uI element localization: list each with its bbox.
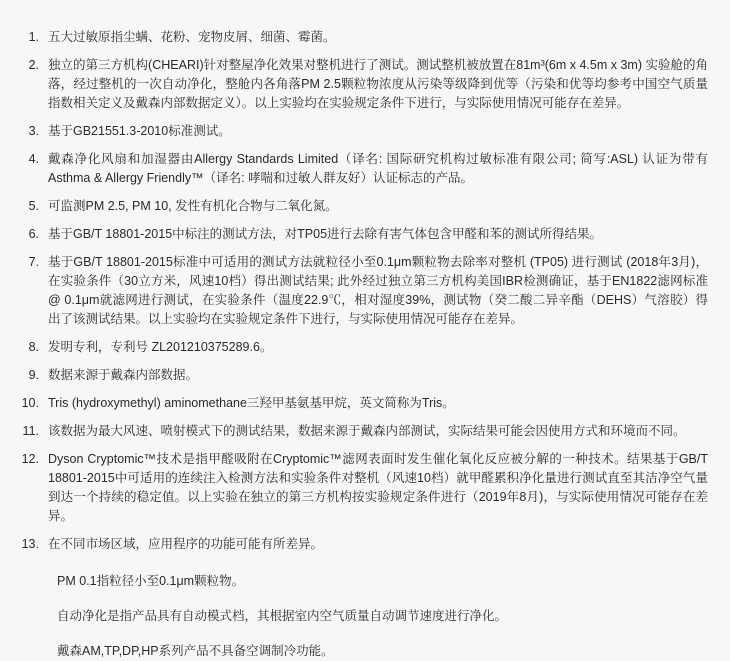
footnote-number: 13. [21,537,39,551]
footnote-number: 2. [28,58,39,72]
footnote-text: 五大过敏原指尘螨、花粉、宠物皮屑、细菌、霉菌。 [48,30,336,44]
footnote-text: 在不同市场区域，应用程序的功能可能有所差异。 [48,537,324,551]
list-item [14,338,708,357]
list-item [14,394,708,413]
list-item [14,450,708,526]
footnote-text: 基于GB21551.3-2010标准测试。 [48,124,231,138]
list-item [14,422,708,441]
footnote-list [14,28,708,554]
footnote-text: 戴森净化风扇和加湿器由Allergy Standards Limited（译名: 国际研究机构过敏标准有限公司; 简写:ASL) 认证为带有Asthma & Allergy Friendly™（译名: 哮喘和过敏人群友好）认证标志的产品。 [48,152,708,185]
tail-note-series: 戴森AM,TP,DP,HP系列产品不具备空调制冷功能。 [57,644,334,658]
tail-notes [14,572,708,661]
footnote-text: 可监测PM 2.5, PM 10, 发性有机化合物与二氧化氮。 [48,199,338,213]
footnote-number: 7. [28,255,39,269]
footnote-text: 基于GB/T 18801-2015标准中可适用的测试方法就粒径小至0.1μm颗粒物去除率对整机 (TP05) 进行测试 (2018年3月)，在实验条件（30立方米，风速10档）得出测试结果; 此外经过独立第三方机构美国IBR检测确证，基于EN1822滤网标准@ 0.1μm就滤网进行测试，在实验条件（温度22.9℃，相对湿度39%，测试物（癸二酸二异辛酯（DEHS）气溶胶）得出了该测试结果。以上实验均在实验规定条件下进行，与实际使用情况可能存在差异。 [48,255,708,326]
footnote-number: 12. [21,452,39,466]
footnote-number: 4. [28,152,39,166]
list-item [14,253,708,329]
list-item [14,366,708,385]
tail-note-auto-purify: 自动净化是指产品具有自动模式档，其根据室内空气质量自动调节速度进行净化。 [57,609,508,623]
footnote-number: 6. [28,227,39,241]
list-item [14,150,708,188]
footnote-number: 9. [28,368,39,382]
footnote-text: 独立的第三方机构(CHEARI)针对整屋净化效果对整机进行了测试。测试整机被放置在81m³(6m x 4.5m x 3m) 实验舱的角落，经过整机的一次自动净化，整舱内各角落PM 2.5颗粒物浓度从污染等级降到优等（污染和优等均参考中国空气质量指数相关定义及戴森内部数据定义）。以上实验均在实验规定条件下进行，与实际使用情况可能存在差异。 [48,58,708,110]
list-item [14,225,708,244]
list-item [14,56,708,113]
footnote-text: Tris (hydroxymethyl) aminomethane三羟甲基氨基甲烷，英文简称为Tris。 [48,396,455,410]
footnote-number: 3. [28,124,39,138]
list-item [14,197,708,216]
list-item [14,535,708,554]
tail-note-pm01: PM 0.1指粒径小至0.1μm颗粒物。 [57,574,245,588]
footnote-number: 11. [22,424,39,438]
footnote-number: 10. [21,396,39,410]
footnote-number: 8. [28,340,39,354]
footnote-text: 发明专利，专利号 ZL201210375289.6。 [48,340,273,354]
footnote-number: 5. [28,199,39,213]
list-item [14,122,708,141]
footnote-text: 基于GB/T 18801-2015中标注的测试方法，对TP05进行去除有害气体包含甲醛和苯的测试所得结果。 [48,227,603,241]
footnote-text: 该数据为最大风速、喷射模式下的测试结果，数据来源于戴森内部测试，实际结果可能会因使用方式和环境而不同。 [48,424,686,438]
footnote-text: 数据来源于戴森内部数据。 [48,368,199,382]
footnote-text: Dyson Cryptomic™技术是指甲醛吸附在Cryptomic™滤网表面时发生催化氧化反应被分解的一种技术。结果基于GB/T 18801-2015中可适用的连续注入检测方法和实验条件对整机（风速10档）就甲醛累积净化量进行测试直至其洁净空气量到达一个持续的稳定值。以上实验在独立的第三方机构按实验规定条件进行（2019年8月)，与实际使用情况可能存在差异。 [48,452,708,523]
list-item [14,28,708,47]
footnote-number: 1. [28,30,39,44]
